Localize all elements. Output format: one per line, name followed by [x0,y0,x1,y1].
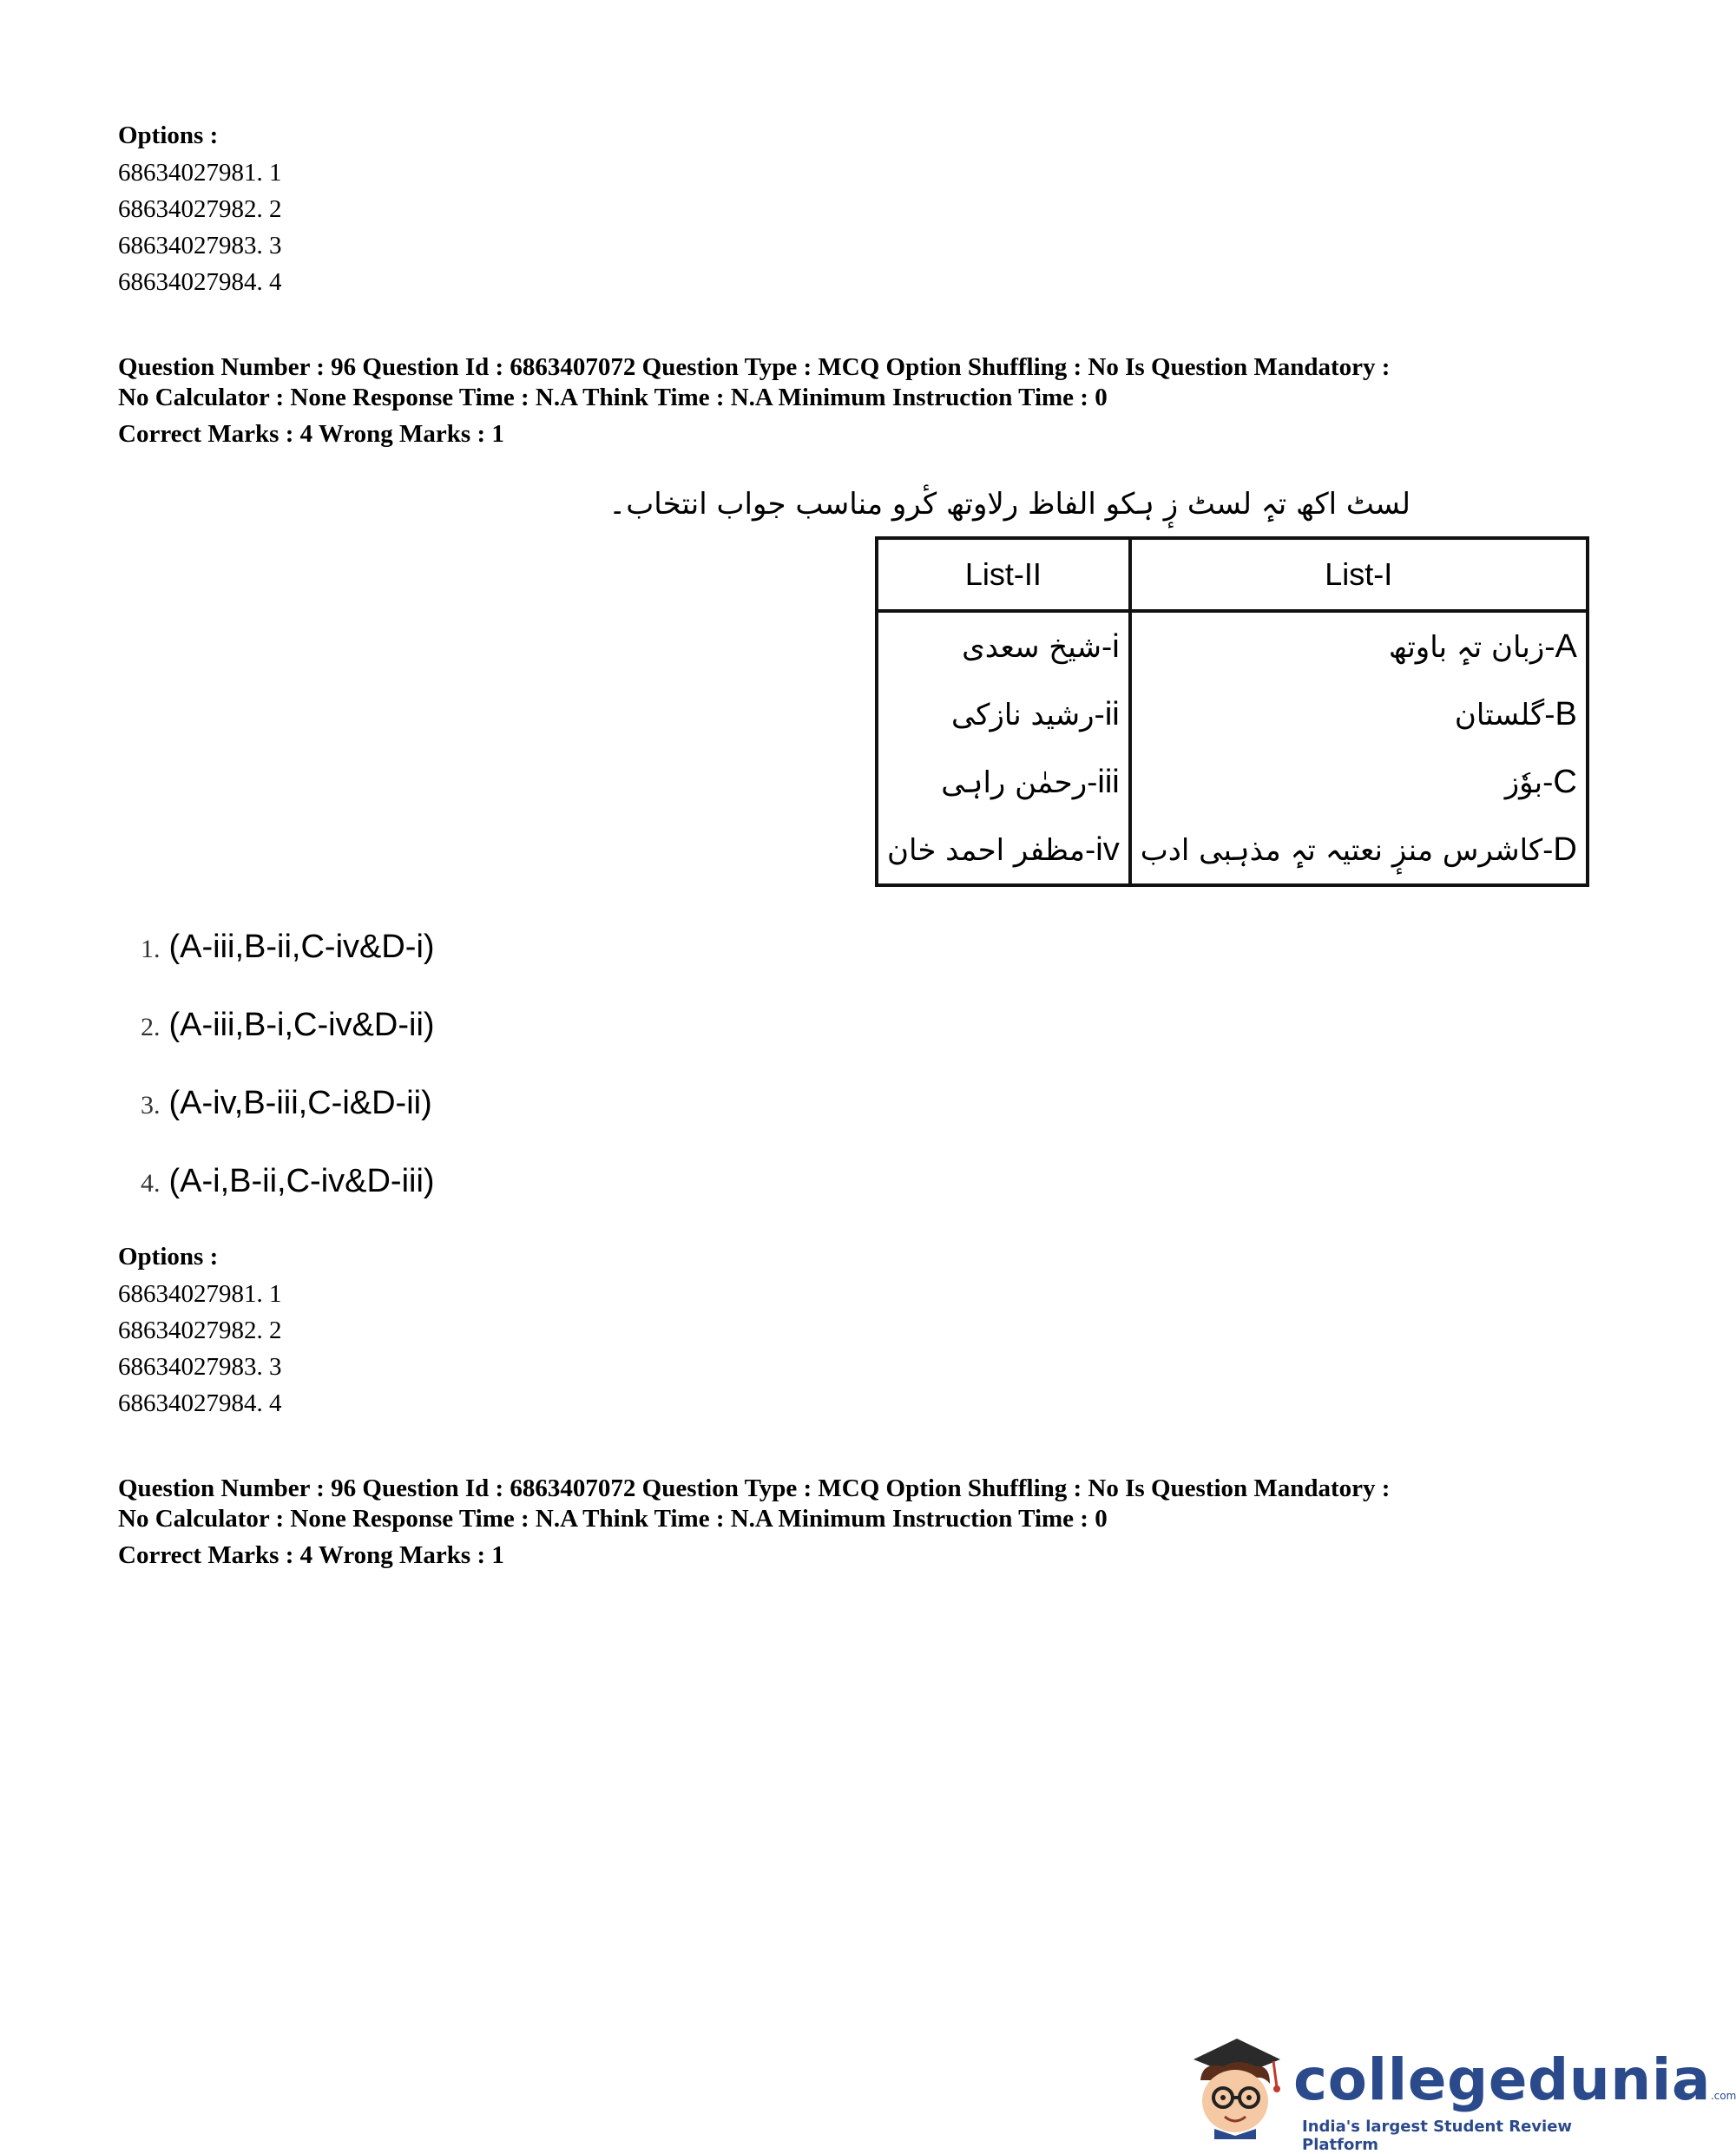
question-meta-line-1: Question Number : 96 Question Id : 6863407072 Question Type : MCQ Option Shuffling : No Is Question Mandatory : [118,1474,1391,1502]
options-list [118,1276,282,1422]
list-2-label: ii [1104,695,1120,732]
table-row [877,680,1588,748]
question-instruction: لسٹ اکھ تہٕ لسٹ زٕ ہکو الفاظ رلاوتھ کٔرو مناسب جواب انتخاب۔ [608,487,1410,522]
list-1-label: D [1553,831,1577,868]
list-2-item [877,680,1130,748]
answer-choice-2 [141,1007,435,1044]
option-id: 68634027984. 4 [118,268,282,296]
list-1-item [1130,611,1588,680]
option-id: 68634027982. 2 [118,195,282,223]
options-list [118,154,282,300]
column-header-list-2: List-II [877,538,1130,611]
list-1-label: B [1555,695,1577,732]
logo [1293,2046,1736,2113]
answer-choice-1 [141,929,435,966]
answer-choice-4 [141,1163,435,1200]
list-2-item [877,748,1130,816]
list-2-text: -مظفر احمد خان [887,832,1096,868]
question-meta-line-2: No Calculator : None Response Time : N.A Think Time : N.A Minimum Instruction Time : 0 [118,1505,1108,1533]
answer-text: (A-iii,B-i,C-iv&D-ii) [168,1007,435,1043]
list-1-item [1130,816,1588,885]
options-heading: Options : [118,121,219,149]
question-meta [118,352,1594,413]
options-heading: Options : [118,1243,219,1271]
option-id: 68634027981. 1 [118,159,282,187]
option-id: 68634027984. 4 [118,1389,282,1417]
list-1-label: A [1555,627,1577,665]
answer-text: (A-iv,B-iii,C-i&D-ii) [168,1085,432,1121]
list-2-item [877,816,1130,885]
list-2-text: -شیخ سعدی [962,629,1113,665]
question-meta [118,1474,1594,1534]
answer-number: 2. [141,1013,161,1041]
list-1-text: -کاشرس منزٕ نعتیہ تہٕ مذہبی ادب [1140,832,1554,868]
list-1-text: -بوٗز [1504,765,1554,800]
option-id: 68634027983. 3 [118,232,282,259]
list-2-label: i [1112,627,1120,665]
table-row [877,611,1588,680]
option-id: 68634027981. 1 [118,1280,282,1308]
answer-number: 3. [141,1091,161,1120]
list-2-label: iii [1097,763,1120,800]
answer-number: 4. [141,1169,161,1198]
list-1-text: -زبان تہٕ باوتھ [1388,629,1555,665]
question-meta-line-2: No Calculator : None Response Time : N.A Think Time : N.A Minimum Instruction Time : 0 [118,384,1108,411]
logo-tagline: India's largest Student Review Platform [1302,2118,1573,2154]
question-meta-line-1: Question Number : 96 Question Id : 6863407072 Question Type : MCQ Option Shuffling : No Is Question Mandatory : [118,353,1391,381]
marks-line: Correct Marks : 4 Wrong Marks : 1 [118,1541,504,1569]
logo-name: collegedunia [1293,2046,1711,2113]
table-row [877,748,1588,816]
list-1-item [1130,680,1588,748]
answer-text: (A-i,B-ii,C-iv&D-iii) [168,1163,435,1199]
option-id: 68634027982. 2 [118,1317,282,1344]
list-1-label: C [1553,763,1577,800]
list-2-text: -رحمٰن راہی [941,765,1098,800]
list-2-text: -رشید نازکی [950,697,1105,732]
answer-number: 1. [141,935,161,963]
logo-suffix: .com [1710,2090,1736,2102]
column-header-list-1: List-I [1130,538,1588,611]
match-table [875,536,1589,887]
table-row [877,816,1588,885]
answer-choice-3 [141,1085,432,1122]
list-1-text: -گلستان [1454,697,1555,732]
list-2-item [877,611,1130,680]
marks-line: Correct Marks : 4 Wrong Marks : 1 [118,420,504,448]
list-1-item [1130,748,1588,816]
option-id: 68634027983. 3 [118,1353,282,1381]
student-mascot-icon [1176,2026,1289,2139]
answer-text: (A-iii,B-ii,C-iv&D-i) [168,929,435,965]
list-2-label: iv [1095,831,1120,868]
